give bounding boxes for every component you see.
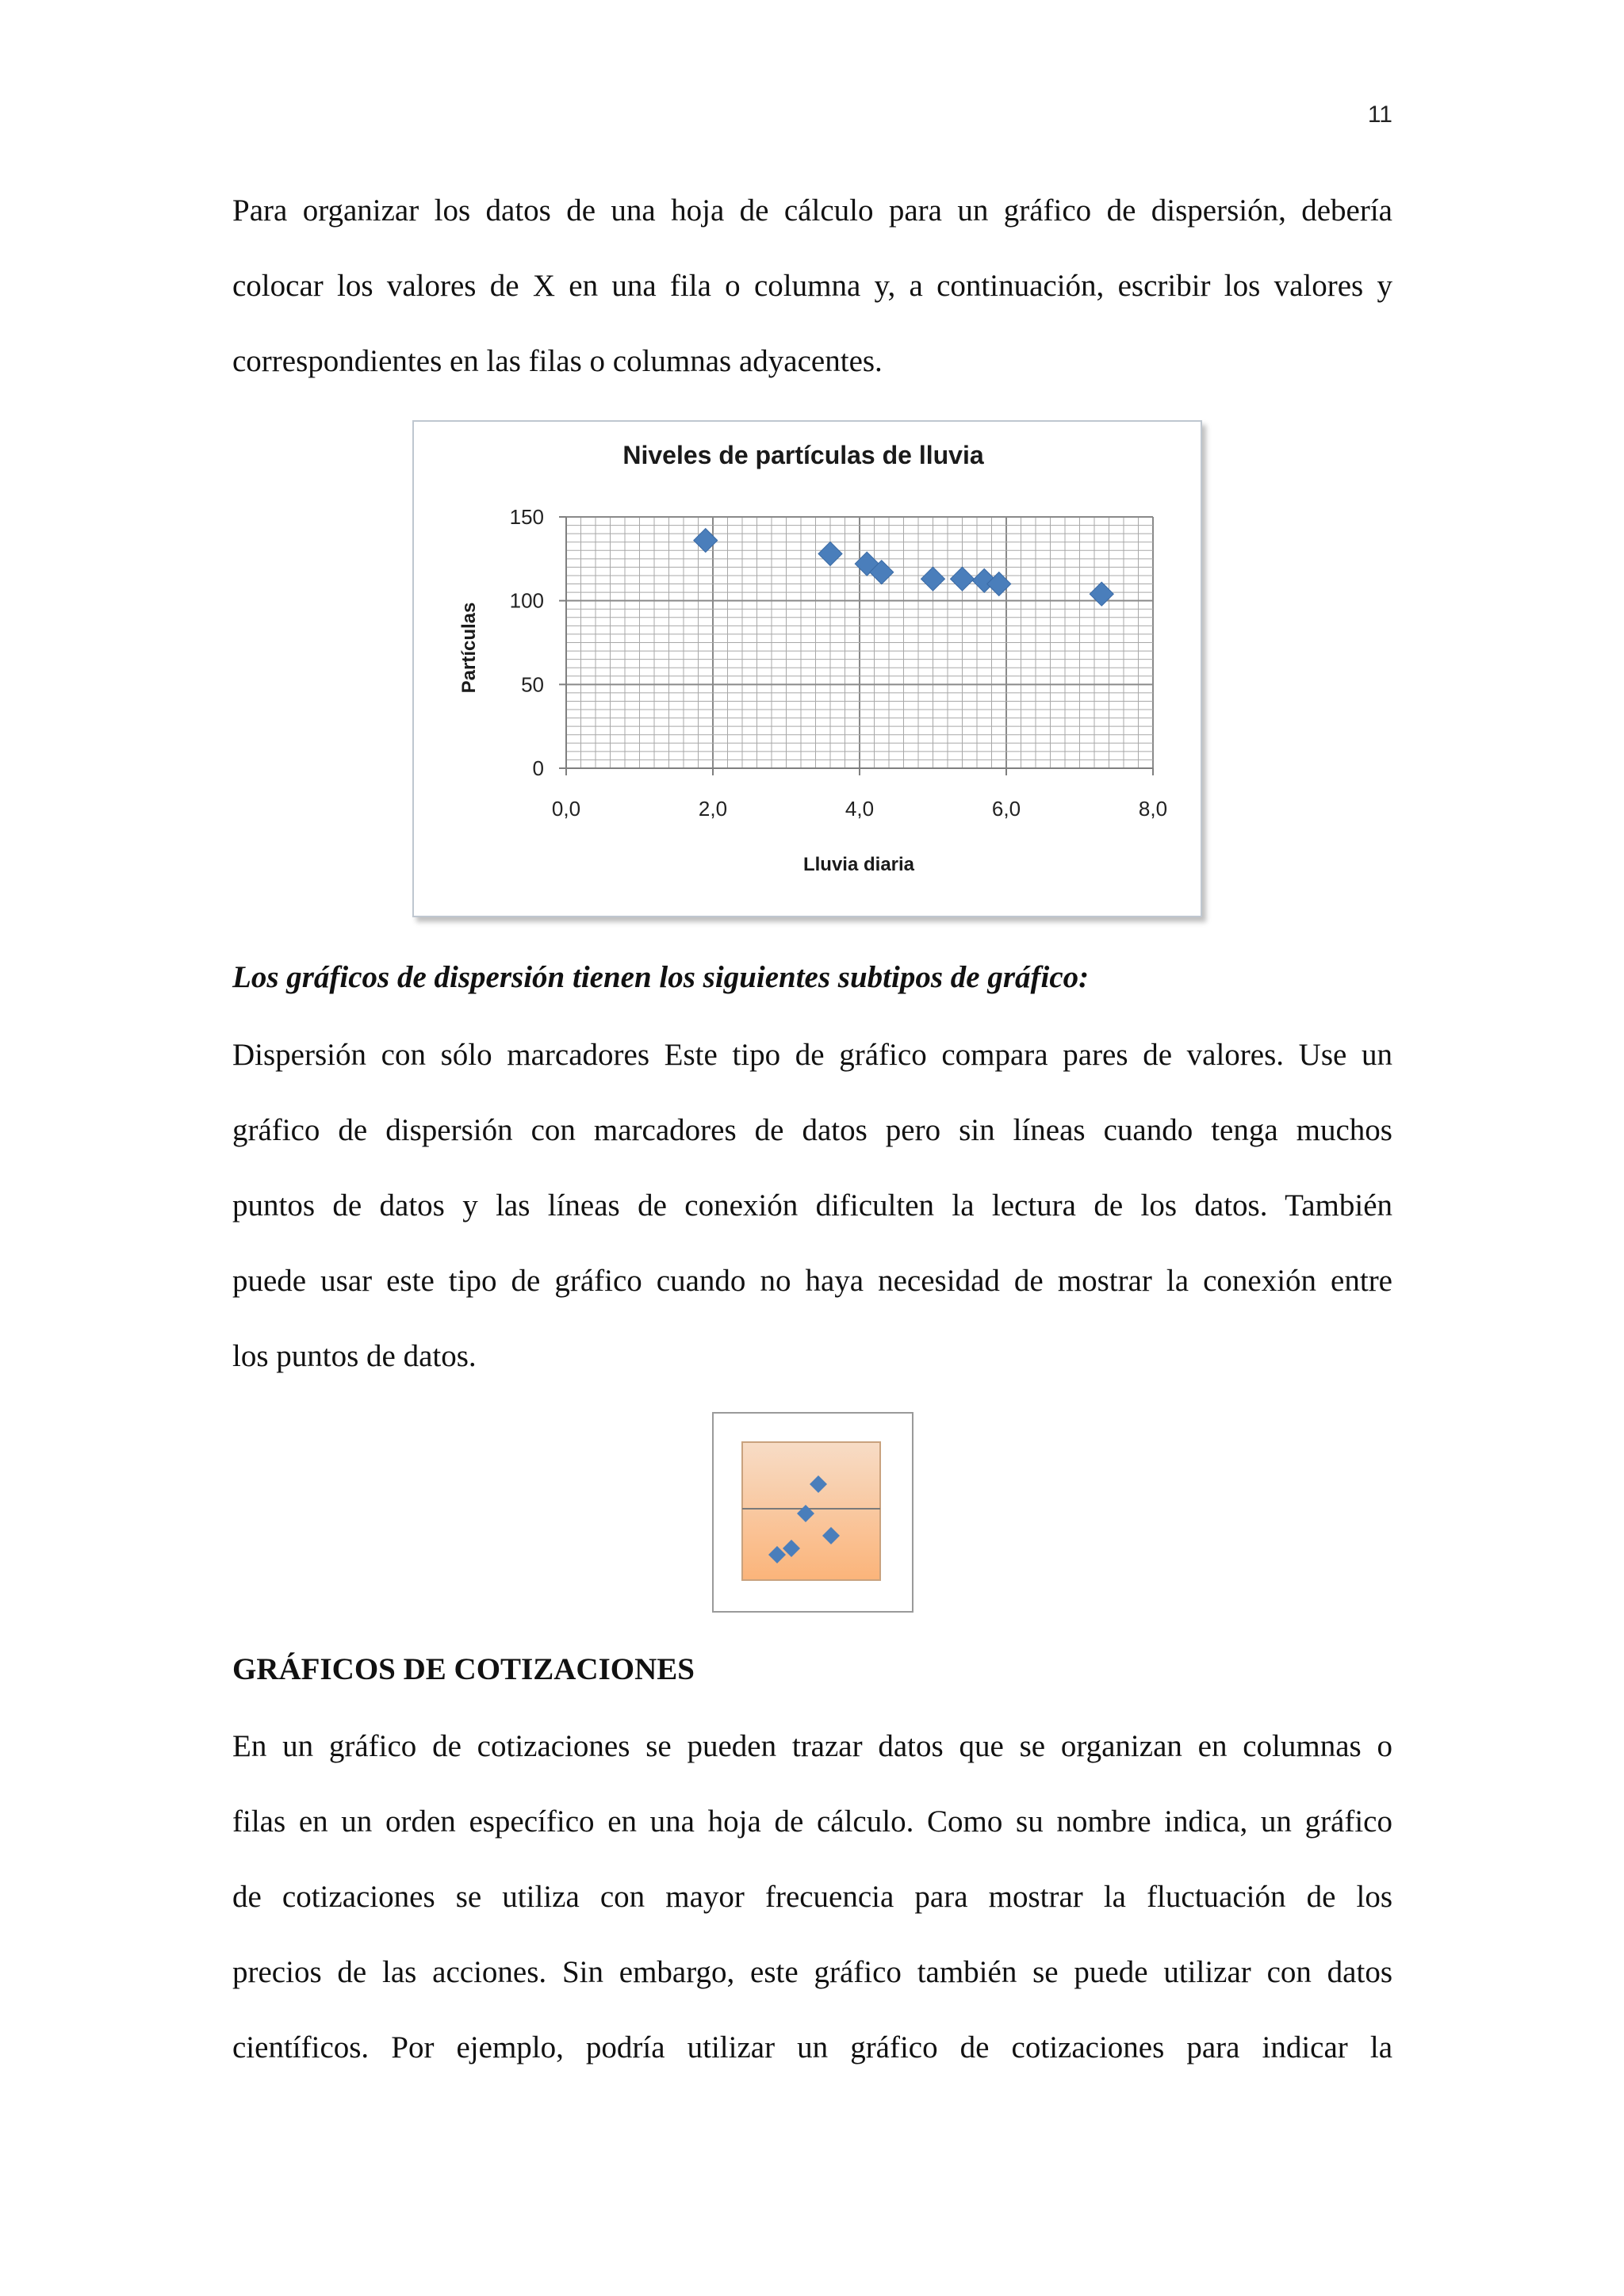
- chart-gridlines: [566, 517, 1153, 768]
- cotizaciones-heading: GRÁFICOS DE COTIZACIONES: [232, 1652, 695, 1686]
- data-point: [921, 567, 945, 591]
- y-tick-label: 0: [532, 756, 544, 780]
- data-point: [818, 541, 842, 565]
- text-line: precios de las acciones. Sin embargo, este gráfico también se puede utilizar con datos: [232, 1955, 1392, 1989]
- text-line: los puntos de datos.: [232, 1339, 477, 1373]
- scatter-thumbnail-svg: [714, 1414, 912, 1611]
- dispersion-paragraph: [232, 1017, 1392, 1394]
- y-tick-label: 100: [509, 588, 544, 613]
- chart-axes: [559, 517, 1153, 775]
- scatter-chart-svg: [414, 422, 1201, 916]
- y-tick-label: 150: [509, 505, 544, 529]
- y-tick-label: 50: [521, 672, 544, 697]
- subtypes-heading: Los gráficos de dispersión tienen los siguientes subtipos de gráfico:: [232, 960, 1090, 994]
- chart-title: Niveles de partículas de lluvia: [622, 441, 984, 469]
- text-line: Para organizar los datos de una hoja de cálculo para un gráfico de dispersión, debería: [232, 193, 1392, 228]
- chart-x-axis-label: Lluvia diaria: [802, 854, 915, 875]
- data-point: [951, 567, 975, 591]
- scatter-chart: [412, 420, 1202, 917]
- data-point: [1090, 582, 1113, 606]
- text-line: puntos de datos y las líneas de conexión dificulten la lectura de los datos. También: [232, 1188, 1392, 1223]
- page-number: 11: [1367, 101, 1392, 128]
- text-line: Dispersión con sólo marcadores Este tipo de gráfico compara pares de valores. Use un: [232, 1038, 1392, 1072]
- chart-y-axis-label: Partículas: [458, 602, 480, 694]
- text-line: filas en un orden específico en una hoja de cálculo. Como su nombre indica, un gráfico: [232, 1804, 1392, 1839]
- cotizaciones-paragraph: [232, 1709, 1392, 2085]
- text-line: En un gráfico de cotizaciones se pueden trazar datos que se organizan en columnas o: [232, 1729, 1392, 1763]
- text-line: científicos. Por ejemplo, podría utilizar un gráfico de cotizaciones para indicar la: [232, 2030, 1392, 2064]
- text-line: colocar los valores de X en una fila o columna y, a continuación, escribir los valores y: [232, 269, 1392, 303]
- data-point: [694, 529, 718, 553]
- x-tick-label: 6,0: [991, 797, 1021, 821]
- scatter-markers-icon: [712, 1412, 914, 1613]
- text-line: gráfico de dispersión con marcadores de datos pero sin líneas cuando tenga muchos: [232, 1113, 1392, 1147]
- text-line: de cotizaciones se utiliza con mayor frecuencia para mostrar la fluctuación de los: [232, 1880, 1392, 1914]
- x-tick-label: 2,0: [698, 797, 728, 821]
- text-line: correspondientes en las filas o columnas adyacentes.: [232, 344, 883, 378]
- text-line: puede usar este tipo de gráfico cuando no haya necesidad de mostrar la conexión entre: [232, 1264, 1392, 1298]
- x-tick-label: 0,0: [551, 797, 581, 821]
- x-tick-label: 8,0: [1138, 797, 1168, 821]
- intro-paragraph: [232, 173, 1392, 399]
- x-tick-label: 4,0: [845, 797, 875, 821]
